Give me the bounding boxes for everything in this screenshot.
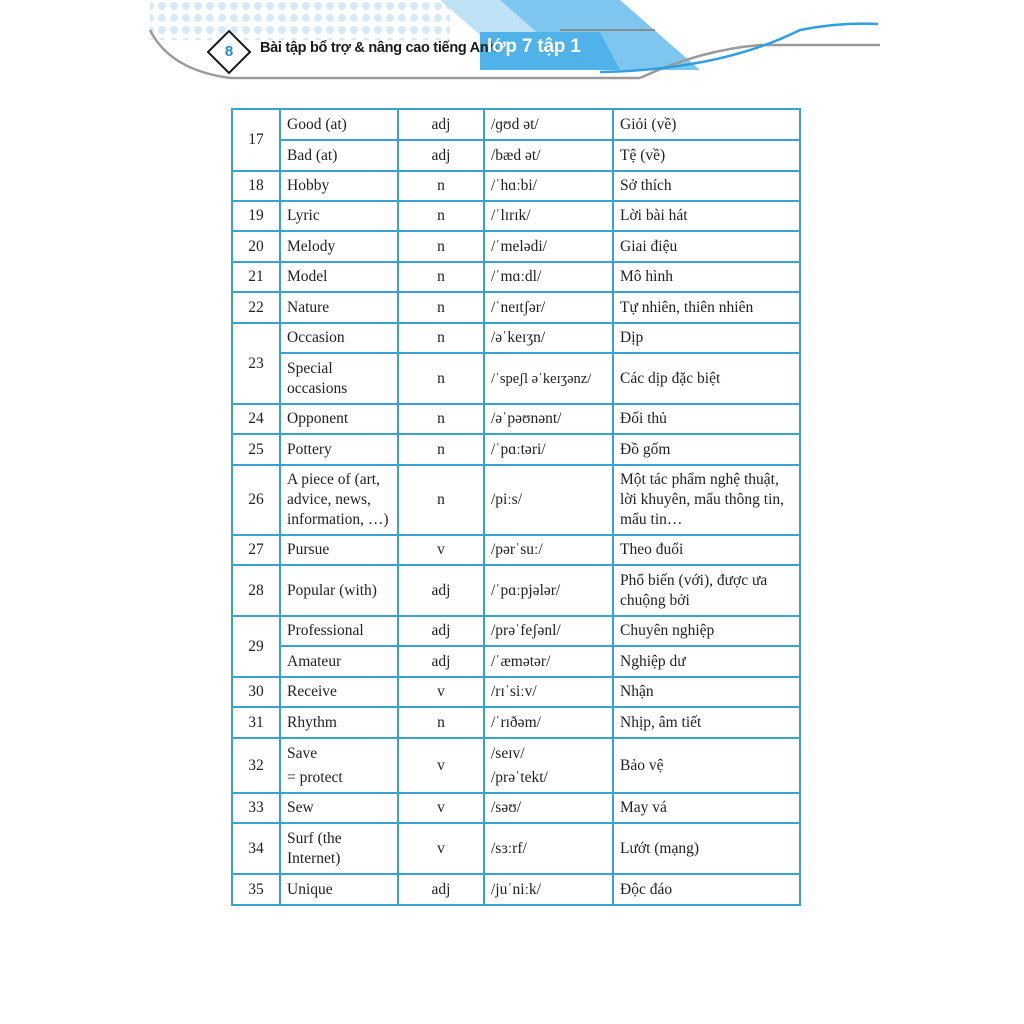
pronunciation-line: /prəˈtekt/ <box>491 768 548 786</box>
part-of-speech: v <box>398 738 484 793</box>
table-row <box>232 677 800 707</box>
word: Unique <box>280 874 398 905</box>
part-of-speech: n <box>398 434 484 465</box>
pronunciation: /sɜːrf/ <box>484 823 613 874</box>
pronunciation: /səʊ/ <box>484 793 613 823</box>
word: Occasion <box>280 323 398 353</box>
entry-number: 20 <box>232 231 280 262</box>
word-line: advice, news, <box>287 491 371 508</box>
part-of-speech: n <box>398 465 484 535</box>
entry-number: 28 <box>232 565 280 616</box>
part-of-speech: adj <box>398 109 484 140</box>
part-of-speech: adj <box>398 646 484 677</box>
part-of-speech: n <box>398 171 484 201</box>
book-title: Bài tập bổ trợ & nâng cao tiếng Anh <box>260 40 497 56</box>
word: Popular (with) <box>280 565 398 616</box>
word: Amateur <box>280 646 398 677</box>
meaning: May vá <box>613 793 800 823</box>
word: Model <box>280 262 398 292</box>
table-row <box>232 201 800 231</box>
entry-number: 35 <box>232 874 280 905</box>
pronunciation: /ˈæmətər/ <box>484 646 613 677</box>
pronunciation-line: /seɪv/ <box>491 744 525 762</box>
pronunciation: /ˈmelədi/ <box>484 231 613 262</box>
table-row <box>232 823 800 874</box>
word: Lyric <box>280 201 398 231</box>
pronunciation: /ˈpɑːpjələr/ <box>484 565 613 616</box>
pronunciation: /piːs/ <box>484 465 613 535</box>
word: Opponent <box>280 404 398 434</box>
entry-number: 34 <box>232 823 280 874</box>
part-of-speech: v <box>398 793 484 823</box>
meaning: Nhận <box>613 677 800 707</box>
entry-number: 21 <box>232 262 280 292</box>
book-subtitle: lớp 7 tập 1 <box>487 36 581 57</box>
entry-number: 26 <box>232 465 280 535</box>
meaning <box>613 565 800 616</box>
word-line: Special <box>287 359 333 377</box>
meaning: Các dịp đặc biệt <box>613 353 800 404</box>
pronunciation: /ˈlɪrɪk/ <box>484 201 613 231</box>
word: Melody <box>280 231 398 262</box>
pronunciation: /juˈniːk/ <box>484 874 613 905</box>
table-row <box>232 646 800 677</box>
part-of-speech: n <box>398 323 484 353</box>
part-of-speech: n <box>398 201 484 231</box>
part-of-speech: adj <box>398 616 484 646</box>
part-of-speech: n <box>398 292 484 323</box>
table-row <box>232 262 800 292</box>
meaning: Bảo vệ <box>613 738 800 793</box>
entry-number: 24 <box>232 404 280 434</box>
entry-number: 31 <box>232 707 280 738</box>
meaning <box>613 465 800 535</box>
word: Receive <box>280 677 398 707</box>
part-of-speech: v <box>398 535 484 565</box>
pronunciation: /prəˈfeʃənl/ <box>484 616 613 646</box>
pronunciation: /pərˈsuː/ <box>484 535 613 565</box>
word: Bad (at) <box>280 140 398 171</box>
meaning-line: Một tác phẩm nghệ thuật, <box>620 471 779 488</box>
entry-number: 33 <box>232 793 280 823</box>
word-line: information, …) <box>287 511 389 528</box>
pronunciation: /ˈrɪðəm/ <box>484 707 613 738</box>
table-row <box>232 874 800 905</box>
table-row <box>232 707 800 738</box>
meaning: Tệ (về) <box>613 140 800 171</box>
part-of-speech: n <box>398 262 484 292</box>
meaning: Giai điệu <box>613 231 800 262</box>
word: Pursue <box>280 535 398 565</box>
word: Professional <box>280 616 398 646</box>
table-row <box>232 140 800 171</box>
table-row <box>232 171 800 201</box>
word: Hobby <box>280 171 398 201</box>
word-line: Save <box>287 744 318 762</box>
word: Nature <box>280 292 398 323</box>
entry-number: 32 <box>232 738 280 793</box>
part-of-speech: v <box>398 823 484 874</box>
word: Rhythm <box>280 707 398 738</box>
entry-number: 29 <box>232 616 280 677</box>
pronunciation: /bæd ət/ <box>484 140 613 171</box>
entry-number: 27 <box>232 535 280 565</box>
meaning-line: lời khuyên, mẩu thông tin, <box>620 491 785 508</box>
table-row <box>232 738 800 793</box>
pronunciation: /əˈkeɪʒn/ <box>484 323 613 353</box>
pronunciation: /ˈpɑːtəri/ <box>484 434 613 465</box>
word: Pottery <box>280 434 398 465</box>
table-row <box>232 565 800 616</box>
meaning-line: chuộng bởi <box>620 591 690 609</box>
meaning: Nghiệp dư <box>613 646 800 677</box>
pronunciation: /ˈneɪtʃər/ <box>484 292 613 323</box>
pronunciation: /ˈspeʃl əˈkeɪʒənz/ <box>484 353 613 404</box>
meaning: Đồ gốm <box>613 434 800 465</box>
part-of-speech: n <box>398 353 484 404</box>
meaning: Dịp <box>613 323 800 353</box>
table-row <box>232 465 800 535</box>
table-row <box>232 231 800 262</box>
entry-number: 18 <box>232 171 280 201</box>
meaning: Sở thích <box>613 171 800 201</box>
table-row <box>232 793 800 823</box>
table-row <box>232 535 800 565</box>
word: Sew <box>280 793 398 823</box>
pronunciation: /ˈhɑːbi/ <box>484 171 613 201</box>
meaning: Giỏi (về) <box>613 109 800 140</box>
entry-number: 22 <box>232 292 280 323</box>
word-line: Surf (the <box>287 829 342 847</box>
entry-number: 30 <box>232 677 280 707</box>
pronunciation: /ɡʊd ət/ <box>484 109 613 140</box>
word-line: Internet) <box>287 849 341 867</box>
meaning-line: mẩu tin… <box>620 511 683 528</box>
pronunciation: /əˈpəʊnənt/ <box>484 404 613 434</box>
meaning: Chuyên nghiệp <box>613 616 800 646</box>
entry-number: 19 <box>232 201 280 231</box>
part-of-speech: v <box>398 677 484 707</box>
part-of-speech: n <box>398 707 484 738</box>
meaning-line: Phổ biến (với), được ưa <box>620 571 768 589</box>
word-line: occasions <box>287 379 348 397</box>
table-row <box>232 323 800 353</box>
table-row <box>232 404 800 434</box>
pronunciation: /ˈmɑːdl/ <box>484 262 613 292</box>
word <box>280 353 398 404</box>
table-row <box>232 109 800 140</box>
word: Good (at) <box>280 109 398 140</box>
meaning: Độc đáo <box>613 874 800 905</box>
table-row <box>232 616 800 646</box>
table-row <box>232 292 800 323</box>
entry-number: 25 <box>232 434 280 465</box>
meaning: Mô hình <box>613 262 800 292</box>
table-row <box>232 353 800 404</box>
word-line: = protect <box>287 768 343 786</box>
part-of-speech: n <box>398 231 484 262</box>
meaning: Tự nhiên, thiên nhiên <box>613 292 800 323</box>
meaning: Đối thủ <box>613 404 800 434</box>
part-of-speech: adj <box>398 874 484 905</box>
part-of-speech: adj <box>398 565 484 616</box>
word <box>280 738 398 793</box>
table-row <box>232 434 800 465</box>
part-of-speech: n <box>398 404 484 434</box>
meaning: Lời bài hát <box>613 201 800 231</box>
meaning: Theo đuổi <box>613 535 800 565</box>
part-of-speech: adj <box>398 140 484 171</box>
word <box>280 823 398 874</box>
entry-number: 23 <box>232 323 280 404</box>
word-line: A piece of (art, <box>287 471 380 488</box>
entry-number: 17 <box>232 109 280 171</box>
meaning: Lướt (mạng) <box>613 823 800 874</box>
pronunciation <box>484 738 613 793</box>
pronunciation: /rɪˈsiːv/ <box>484 677 613 707</box>
vocabulary-table <box>231 108 801 906</box>
word <box>280 465 398 535</box>
meaning: Nhịp, âm tiết <box>613 707 800 738</box>
page-number: 8 <box>224 42 234 60</box>
